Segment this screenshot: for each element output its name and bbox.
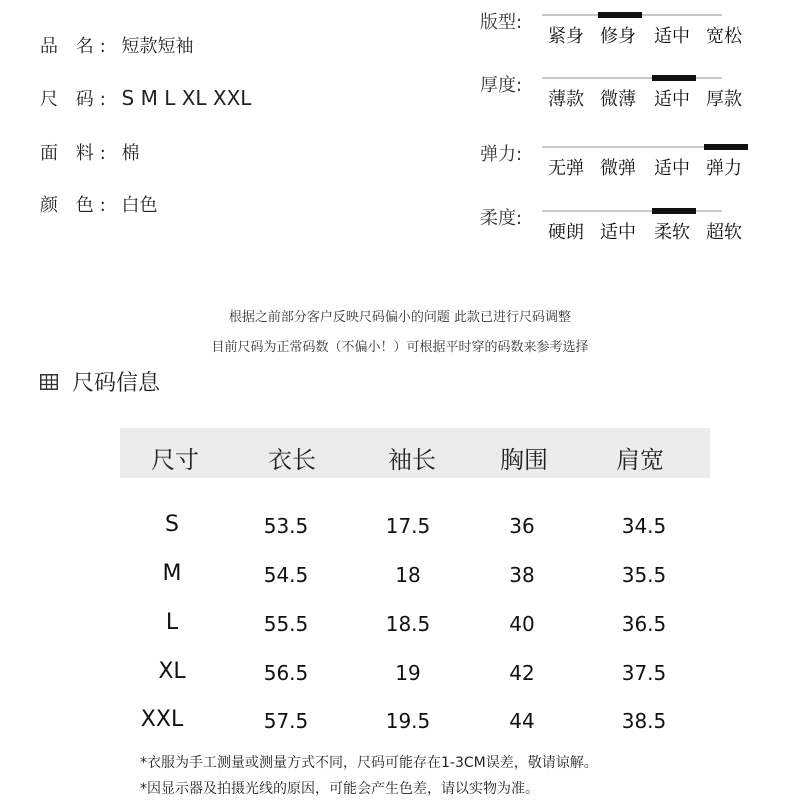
table-cell: 19: [395, 661, 421, 685]
product-fabric-label: 面 料:: [40, 143, 112, 164]
scale-marker: [652, 208, 696, 214]
header-chest: 胸围: [500, 446, 548, 474]
table-cell: S: [165, 512, 179, 537]
table-cell: 36: [509, 514, 535, 538]
attr-fit: [480, 8, 750, 58]
attr-option: 硬朗: [548, 222, 584, 243]
attr-elasticity: [480, 140, 750, 190]
table-cell: 57.5: [263, 709, 309, 733]
attr-option: 适中: [654, 26, 690, 47]
attr-option: 超软: [706, 222, 742, 243]
product-color-value: 白色: [121, 195, 158, 216]
table-cell: 17.5: [385, 514, 431, 538]
header-size: 尺寸: [151, 446, 199, 474]
table-cell: 56.5: [263, 661, 309, 685]
product-color-row: [40, 191, 158, 217]
measure-footnote: *衣服为手工测量或测量方式不同，尺码可能存在1-3CM误差，敬请谅解。: [140, 755, 598, 771]
scale-marker: [598, 12, 642, 18]
table-cell: 18: [395, 563, 421, 587]
table-cell: 53.5: [263, 514, 309, 538]
table-cell: 55.5: [263, 612, 309, 636]
table-cell: 19.5: [385, 709, 431, 733]
table-cell: 37.5: [621, 661, 667, 685]
size-normal-note: 目前尺码为正常码数（不偏小！）可根据平时穿的码数来参考选择: [211, 340, 589, 355]
attr-option: 宽松: [706, 26, 742, 47]
table-cell: 42: [509, 661, 535, 685]
product-color-label: 颜 色:: [40, 195, 112, 216]
product-name-label: 品 名:: [40, 36, 112, 57]
attr-option: 微弹: [600, 158, 636, 179]
table-cell: XL: [158, 659, 186, 684]
attr-option: 弹力: [706, 158, 742, 179]
attr-softness: [480, 204, 750, 254]
attr-option: 微薄: [600, 89, 636, 110]
color-footnote: *因显示器及拍摄光线的原因，可能会产生色差，请以实物为准。: [140, 781, 539, 797]
table-cell: L: [165, 610, 179, 635]
product-size-label: 尺 码:: [40, 89, 112, 110]
product-name-row: [40, 32, 194, 58]
table-cell: 36.5: [621, 612, 667, 636]
product-fabric-value: 棉: [121, 143, 140, 164]
attr-option: 紧身: [548, 26, 584, 47]
table-cell: 44: [509, 709, 535, 733]
table-cell: 38: [509, 563, 535, 587]
product-size-row: [40, 85, 251, 111]
attr-option: 薄款: [548, 89, 584, 110]
attr-label: 弹力:: [480, 144, 523, 165]
grid-icon: [40, 374, 58, 390]
size-section-title: [40, 366, 160, 397]
attr-label: 厚度:: [480, 75, 523, 96]
attr-option: 适中: [654, 158, 690, 179]
table-cell: 40: [509, 612, 535, 636]
product-name-value: 短款短袖: [121, 36, 194, 57]
header-shoulder: 肩宽: [616, 446, 664, 474]
attr-option: 厚款: [706, 89, 742, 110]
attr-label: 版型:: [480, 12, 523, 33]
header-sleeve: 袖长: [388, 446, 436, 474]
attr-option: 柔软: [654, 222, 690, 243]
table-cell: 54.5: [263, 563, 309, 587]
scale-marker: [652, 75, 696, 81]
table-cell: XXL: [140, 707, 184, 732]
table-header: [120, 428, 710, 478]
header-length: 衣长: [268, 446, 316, 474]
scale-marker: [704, 144, 748, 150]
scale-track: [542, 146, 722, 148]
product-size-value: S M L XL XXL: [121, 86, 252, 110]
product-fabric-row: [40, 139, 140, 165]
size-adjust-note: 根据之前部分客户反映尺码偏小的问题 此款已进行尺码调整: [228, 310, 572, 325]
size-section-label: 尺码信息: [72, 371, 161, 396]
attr-option: 无弹: [548, 158, 584, 179]
attr-label: 柔度:: [480, 208, 523, 229]
attr-thickness: [480, 71, 750, 121]
attr-option: 适中: [654, 89, 690, 110]
attr-option: 适中: [600, 222, 636, 243]
attr-option: 修身: [600, 26, 636, 47]
table-cell: M: [162, 561, 182, 586]
table-cell: 38.5: [621, 709, 667, 733]
table-cell: 34.5: [621, 514, 667, 538]
table-cell: 18.5: [385, 612, 431, 636]
table-cell: 35.5: [621, 563, 667, 587]
